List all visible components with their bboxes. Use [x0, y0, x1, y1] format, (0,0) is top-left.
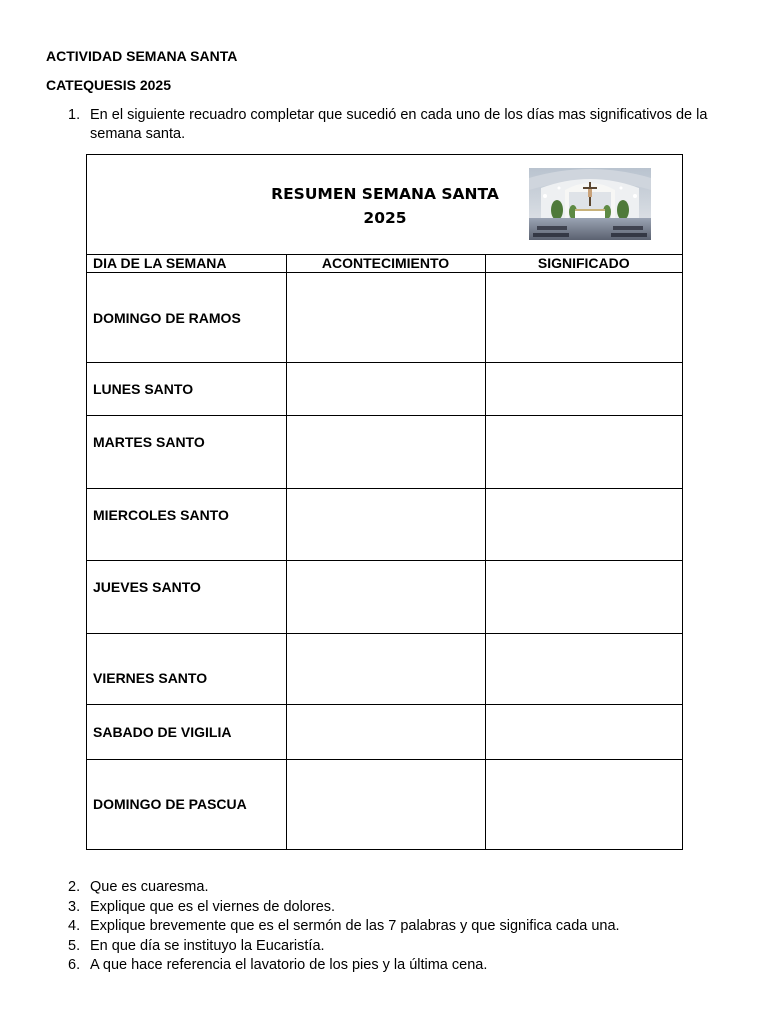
- question-number: 6.: [68, 957, 81, 973]
- meaning-cell: [485, 273, 682, 363]
- question-text: Que es cuaresma.: [90, 879, 209, 895]
- table-row: [87, 705, 682, 760]
- day-cell: MARTES SANTO: [87, 416, 286, 489]
- event-cell: [286, 705, 485, 760]
- table-row: [87, 273, 682, 363]
- meaning-cell: [485, 760, 682, 849]
- question-text: En que día se instituyo la Eucaristía.: [90, 937, 325, 954]
- day-cell: SABADO DE VIGILIA: [87, 705, 286, 760]
- table-row: [87, 634, 682, 705]
- table-row: [87, 416, 682, 489]
- meaning-cell: [485, 416, 682, 489]
- table-header-row: [87, 255, 682, 273]
- meaning-cell: [485, 489, 682, 561]
- table-title-line1: RESUMEN SEMANA SANTA: [271, 185, 499, 203]
- question-text: Explique brevemente que es el sermón de las 7 palabras y que significa cada una.: [90, 918, 620, 934]
- list-item: [68, 956, 620, 976]
- day-cell: DOMINGO DE RAMOS: [87, 273, 286, 363]
- table-row: [87, 363, 682, 416]
- question-1-text: En el siguiente recuadro completar que sucedió en cada uno de los días mas significativos de la semana santa.: [90, 107, 708, 142]
- question-number: 5.: [68, 937, 81, 954]
- event-cell: [286, 273, 485, 363]
- question-1-number: 1.: [68, 107, 81, 123]
- meaning-cell: [485, 561, 682, 634]
- question-1: [68, 106, 728, 144]
- meaning-cell: [485, 363, 682, 416]
- list-item: [68, 898, 620, 918]
- table-row: [87, 760, 682, 849]
- column-header-meaning: SIGNIFICADO: [485, 255, 682, 273]
- table-title-cell: [87, 155, 682, 255]
- question-number: 3.: [68, 898, 81, 915]
- activity-title: ACTIVIDAD SEMANA SANTA: [46, 48, 238, 64]
- question-list: [68, 878, 620, 976]
- question-text: Explique que es el viernes de dolores.: [90, 898, 336, 915]
- event-cell: [286, 760, 485, 849]
- activity-subtitle: CATEQUESIS 2025: [46, 77, 172, 93]
- meaning-cell: [485, 634, 682, 705]
- table-title: [257, 182, 513, 230]
- day-cell: VIERNES SANTO: [87, 634, 286, 705]
- day-cell: DOMINGO DE PASCUA: [87, 760, 286, 849]
- table-row: [87, 489, 682, 561]
- day-cell: JUEVES SANTO: [87, 561, 286, 634]
- day-cell: MIERCOLES SANTO: [87, 489, 286, 561]
- event-cell: [286, 416, 485, 489]
- event-cell: [286, 634, 485, 705]
- day-cell: LUNES SANTO: [87, 363, 286, 416]
- church-altar-image: [529, 168, 651, 240]
- summary-table: [87, 255, 682, 849]
- question-text: A que hace referencia el lavatorio de los pies y la última cena.: [90, 957, 488, 973]
- column-header-event: ACONTECIMIENTO: [286, 255, 485, 273]
- meaning-cell: [485, 705, 682, 760]
- question-number: 2.: [68, 879, 81, 895]
- list-item: [68, 917, 620, 937]
- event-cell: [286, 489, 485, 561]
- column-header-day: DIA DE LA SEMANA: [87, 255, 286, 273]
- table-title-line2: 2025: [363, 209, 407, 227]
- event-cell: [286, 561, 485, 634]
- list-item: [68, 937, 620, 957]
- event-cell: [286, 363, 485, 416]
- table-row: [87, 561, 682, 634]
- summary-table-box: [86, 154, 683, 850]
- list-item: [68, 878, 620, 898]
- question-number: 4.: [68, 918, 81, 934]
